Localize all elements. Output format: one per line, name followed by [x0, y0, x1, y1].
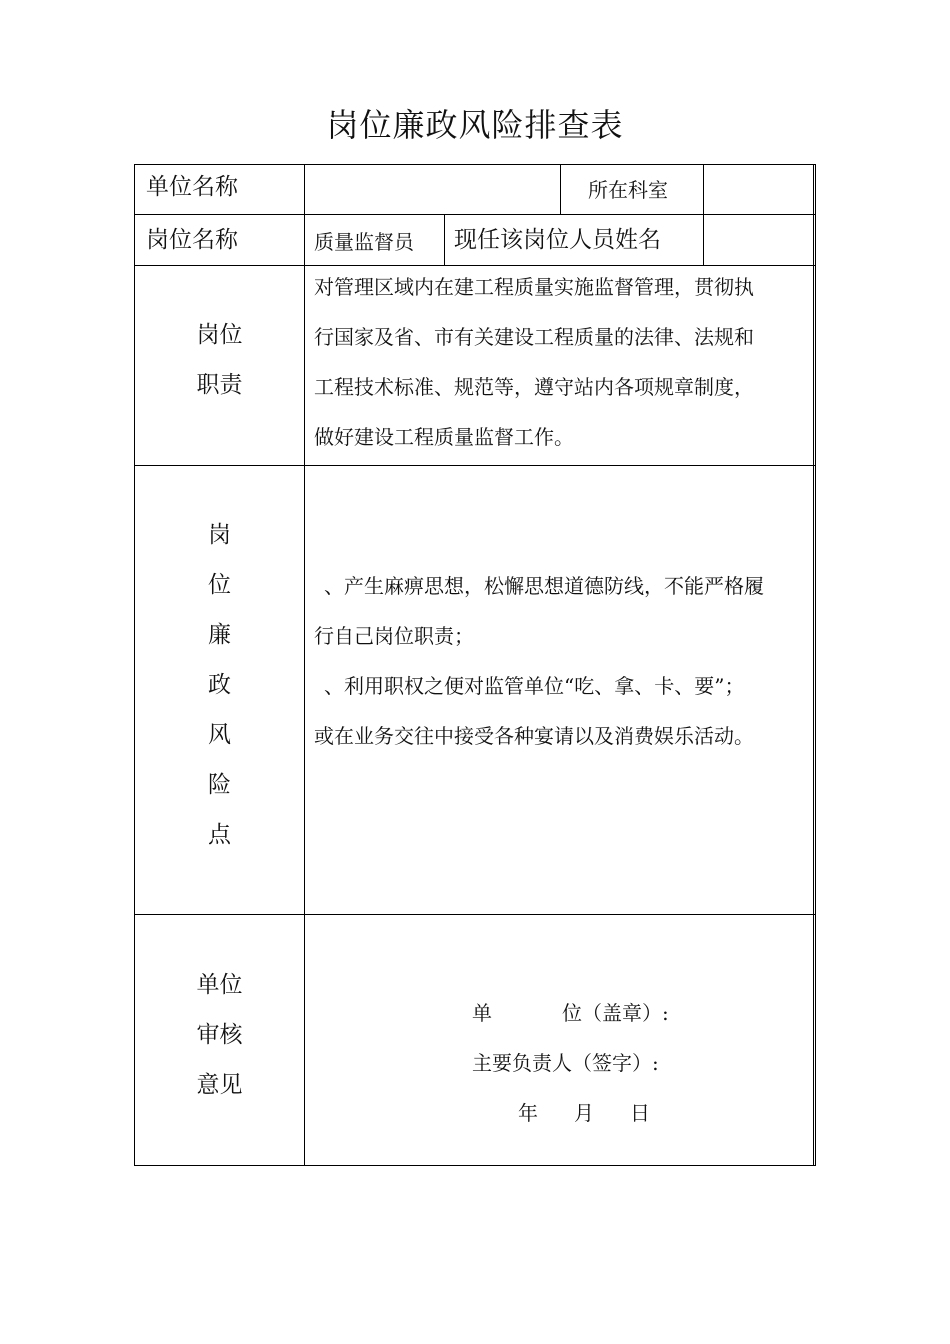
- leader-signature-line: 主要负责人（签字）:: [472, 1051, 659, 1075]
- duties-label-line: 职责: [196, 372, 243, 398]
- review-label-line: 单位: [196, 972, 243, 998]
- page-title: 岗位廉政风险排查表: [326, 106, 624, 144]
- duties-label-line: 岗位: [196, 322, 243, 348]
- risks-label-char: 位: [208, 572, 231, 598]
- review-label: [134, 960, 305, 1110]
- risk-line: 行自己岗位职责；: [314, 624, 474, 648]
- seal-char-2: 位（盖章）:: [562, 1001, 669, 1025]
- unit-name-label: 单位名称: [146, 174, 238, 200]
- unit-name-value[interactable]: [316, 174, 556, 204]
- duties-line: 做好建设工程质量监督工作。: [314, 425, 574, 449]
- duties-line: 工程技术标准、规范等，遵守站内各项规章制度，: [314, 375, 754, 399]
- duties-line: 行国家及省、市有关建设工程质量的法律、法规和: [314, 325, 754, 349]
- review-label-line: 意见: [196, 1072, 243, 1098]
- year-label: 年: [518, 1101, 538, 1125]
- post-name-value[interactable]: 质量监督员: [314, 230, 414, 254]
- risks-label-char: 风: [208, 722, 231, 748]
- risks-label: [134, 510, 305, 860]
- risk-line: 、利用职权之便对监管单位“吃、拿、卡、要”；: [324, 674, 745, 698]
- duties-text: [314, 262, 754, 462]
- risks-label-char: 险: [208, 772, 231, 798]
- dept-value[interactable]: [712, 174, 808, 204]
- risks-label-char: 岗: [208, 522, 231, 548]
- risks-label-char: 廉: [208, 622, 231, 648]
- row-divider: [134, 214, 816, 215]
- review-label-line: 审核: [196, 1022, 243, 1048]
- date-line: [518, 1097, 650, 1126]
- duties-label: [134, 310, 305, 410]
- seal-char-1: 单: [472, 1001, 492, 1025]
- risk-line: 或在业务交往中接受各种宴请以及消费娱乐活动。: [314, 724, 754, 748]
- row-divider: [134, 465, 816, 466]
- day-label: 日: [630, 1101, 650, 1125]
- col-divider: [560, 164, 561, 215]
- col-divider: [703, 164, 704, 265]
- dept-label: 所在科室: [588, 178, 668, 202]
- current-person-value[interactable]: [712, 226, 808, 256]
- duties-line: 对管理区域内在建工程质量实施监督管理，贯彻执: [314, 275, 754, 299]
- risks-label-char: 点: [208, 822, 231, 848]
- row-divider: [134, 914, 816, 915]
- risks-label-char: 政: [208, 672, 231, 698]
- current-person-label: 现任该岗位人员姓名: [454, 227, 661, 253]
- risk-line: 、产生麻痹思想，松懈思想道德防线，不能严格履: [324, 574, 764, 598]
- month-label: 月: [574, 1101, 594, 1125]
- post-name-label: 岗位名称: [146, 227, 238, 253]
- risks-text: [314, 561, 764, 761]
- seal-line: [472, 997, 669, 1026]
- col-divider: [444, 214, 445, 265]
